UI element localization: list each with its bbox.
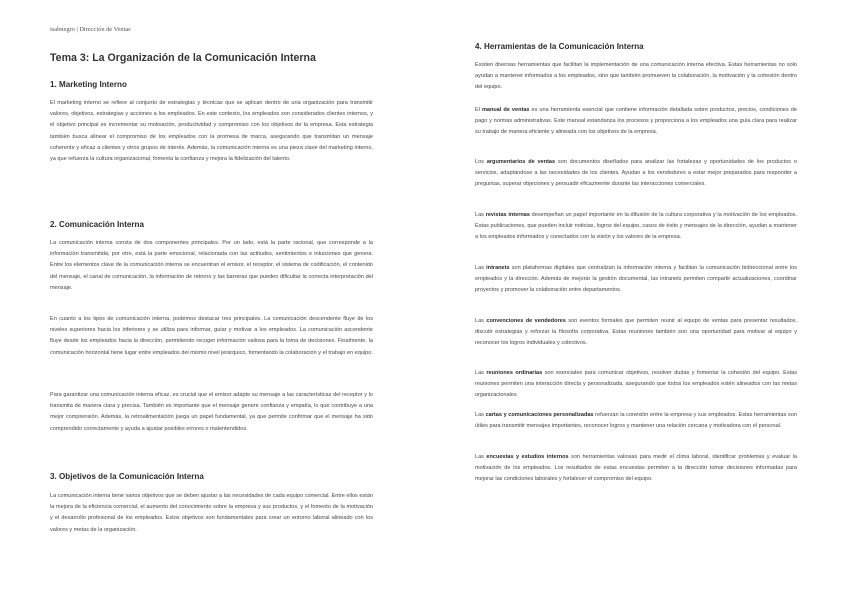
tool-term: encuestas y estudios internos xyxy=(486,454,569,460)
tool-text: son documentos diseñados para analizar las fortalezas y oportunidades de los productos o servicios, adaptándose a las necesidades de los clientes. Ayudan a los vendedores a estar mejor preparados para responder a preguntas, superar objeciones y persuadir eficazmente durante las interacciones comerciales. xyxy=(475,159,797,188)
tool-pre: Las xyxy=(475,318,487,324)
tool-text: refuerzan la conexión entre la empresa y sus empleados. Estas herramientas son útiles para transmitir mensajes importantes, reconocer logros y mantener una relación cercana y motivadora con el personal. xyxy=(475,412,797,430)
tool-paragraph xyxy=(475,316,797,350)
tool-term: argumentarios de ventas xyxy=(486,159,556,165)
tool-text: son herramientas valiosas para medir el clima laboral, identificar problemas y evaluar la motivación de los empleados. Los resultados de estas encuestas permiten a la dirección tomar decisiones informadas para mejorar las condiciones laborales y fortalecer el compromiso del equipo. xyxy=(475,454,798,483)
page-title: Tema 3: La Organización de la Comunicación Interna xyxy=(50,52,316,64)
tool-term: reuniones ordinarias xyxy=(486,370,543,376)
tool-term: convenciones de vendedores xyxy=(486,318,566,324)
section-4-intro: Existen diversas herramientas que facilitan la implementación de una comunicación interna efectiva. Estas herramientas no solo ayudan a mantener informados a los empleados, sino que también promueven la colaboración, la motivación y la cohesión dentro del equipo. xyxy=(475,62,797,91)
tool-paragraph xyxy=(475,368,797,402)
tool-paragraph xyxy=(475,452,797,486)
tool-term: revistas internas xyxy=(485,212,530,218)
tool-pre: El xyxy=(475,107,482,113)
tool-pre: Los xyxy=(475,159,487,165)
tool-pre: Las xyxy=(475,412,486,418)
tool-paragraph xyxy=(475,210,797,244)
tool-text: son eventos formales que permiten reunir al equipo de ventas para presentar resultados, discutir estrategias y reforzar la filosofía corporativa. Estas reuniones también son una oportunidad para motivar al equipo y reconocer los logros individuales y colectivos. xyxy=(475,318,797,347)
section-3-heading: 3. Objetivos de la Comunicación Interna xyxy=(50,472,204,481)
tool-paragraph xyxy=(475,105,797,139)
tool-term: cartas y comunicaciones personalizadas xyxy=(485,412,594,418)
section-2-paragraph-3: Para garantizar una comunicación interna eficaz, es crucial que el emisor adapte su mensaje a las características del receptor y lo transmita de manera clara y precisa. También es importante que el mensaje genere confianza y empatía, lo que contribuye a una mejor comprensión. Además, la retroalimentación juega un papel fundamental, ya que permite confirmar que el mensaje ha sido comprendido correctamente y ayuda a ajustar posibles errores o malentendidos. xyxy=(50,392,373,432)
section-1-heading: 1. Marketing Interno xyxy=(50,80,127,89)
section-2-heading: 2. Comunicación Interna xyxy=(50,220,144,229)
tool-term: manual de ventas xyxy=(481,107,530,113)
section-4-heading: 4. Herramientas de la Comunicación Interna xyxy=(475,42,644,51)
tool-paragraph xyxy=(475,263,797,297)
tool-paragraph xyxy=(475,410,797,432)
section-2-paragraph-1: La comunicación interna consta de dos componentes principales. Por un lado, está la parte racional, que corresponde a la información transmitida; por otro, está la parte emocional, relacionada con las actitudes, sentimientos e intuiciones que genera. Entre los elementos clave de la comunicación interna se encuentran el emisor, el receptor, el sistema de codificación, el contenido del mensaje, el canal de comunicación, la información de retorno y las barreras que pueden dificultar la correcta interpretación del mensaje. xyxy=(50,240,373,291)
tool-text: es una herramienta esencial que contiene información detallada sobre productos, precios, condiciones de pago y normas administrativas. Este manual estandariza los procesos y proporciona a los empleados una guía clara para realizar su trabajo de manera eficiente y alineada con los objetivos de la empresa. xyxy=(475,107,797,136)
tool-pre: Las xyxy=(475,212,486,218)
tool-pre: Las xyxy=(475,370,487,376)
tool-pre: Las xyxy=(475,265,487,271)
tool-text: son plataformas digitales que centralizan la información interna y facilitan la comunicación bidireccional entre los empleados y la dirección. Además de mejorar la gestión documental, las intranets permiten compartir actualizaciones, coordinar proyectos y promover la colaboración entre departamentos. xyxy=(475,265,798,294)
tool-pre: Las xyxy=(475,454,487,460)
tool-text: son esenciales para comunicar objetivos, resolver dudas y fomentar la cohesión del equipo. Estas reuniones permiten una interacción directa y personalizada, asegurando que todos los empleados estén alineados con las metas organizacionales. xyxy=(475,370,798,399)
tool-text: desempeñan un papel importante en la difusión de la cultura corporativa y la motivación de los empleados. Estas publicaciones, que pueden incluir noticias, logros del equipo, casos de éxito y mensajes de la dirección, ayudan a mantener a los empleados informados y conectados con la visión y los valores de la empresa. xyxy=(475,212,797,241)
section-1-paragraph: El marketing interno se refiere al conjunto de estrategias y técnicas que se aplican dentro de una organización para transmitir valores, objetivos, estrategias y acciones a los empleados. En este contexto, los empleados son considerados clientes internos, y el objetivo principal es incrementar su motivación, productividad y compromiso con los objetivos de la empresa. Esta estrategia también busca alinear el compromiso de los empleados con la promesa de marca, asegurando que transmitan un mensaje coherente y eficaz a clientes y otros grupos de interés. Además, la comunicación interna es una pieza clave del marketing interno, ya que refuerza la cultura organizacional, fomenta la confianza y mejora la fidelización del talento. xyxy=(50,100,373,163)
tool-term: intranets xyxy=(486,265,510,271)
tool-paragraph xyxy=(475,157,797,191)
running-header: isabnegro | Dirección de Ventas xyxy=(50,26,131,33)
section-3-paragraph: La comunicación interna tiene varios objetivos que se deben ajustar a las necesidades de cada equipo comercial. Entre ellos están la mejora de la eficiencia comercial, el aumento del conocimiento sobre la empresa y sus productos, y el fomento de la motivación y el desarrollo profesional de los empleados. Estos objetivos son fundamentales para crear un entorno laboral alineado con los valores y metas de la organización. xyxy=(50,493,373,533)
section-2-paragraph-2: En cuanto a los tipos de comunicación interna, podemos destacar tres principales. La comunicación descendente fluye de los niveles superiores hacia los inferiores y se utiliza para informar, guiar y motivar a los empleados. La comunicación ascendente fluye desde los empleados hacia la dirección, permitiendo recoger información valiosa para la toma de decisiones. Finalmente, la comunicación horizontal tiene lugar entre empleados del mismo nivel jerárquico, fomentando la colaboración y el trabajo en equipo. xyxy=(50,316,373,356)
